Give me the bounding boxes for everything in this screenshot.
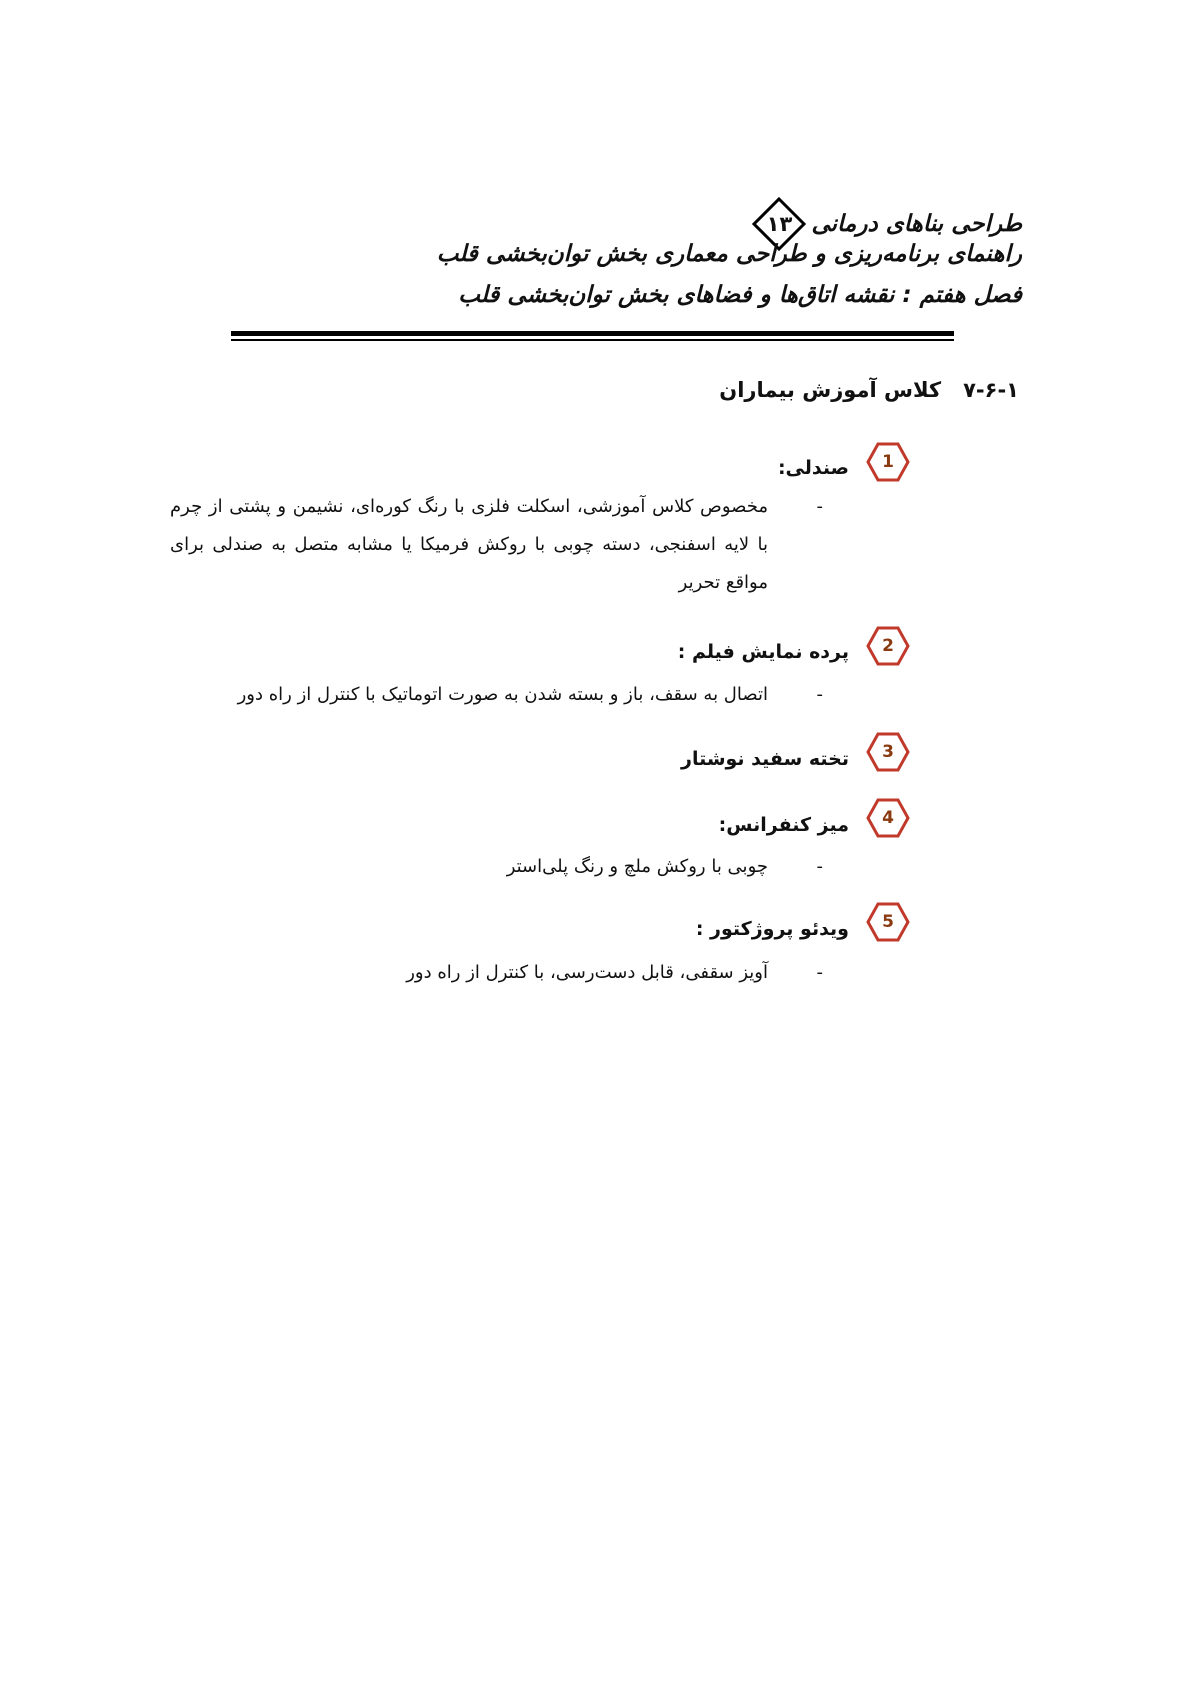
item-badge-1 bbox=[866, 442, 910, 482]
item-badge-5 bbox=[866, 902, 910, 942]
item-number-3: 3 bbox=[882, 742, 894, 762]
bullet-text-1: مخصوص کلاس آموزشی، اسکلت فلزی با رنگ کوره‌ای، نشیمن و پشتی از چرم با لایه اسفنجی، دسته چوبی با روکش فرمیکا یا مشابه متصل به صندلی برای مواقع تحریر bbox=[170, 496, 768, 593]
item-badge-2 bbox=[866, 626, 910, 666]
header-subtitle: راهنمای برنامه‌ریزی و طراحی معماری بخش توان‌بخشی قلب bbox=[436, 241, 1022, 267]
header-rule-thin bbox=[231, 339, 954, 341]
item-badge-4 bbox=[866, 798, 910, 838]
item-number-2: 2 bbox=[882, 636, 894, 656]
bullet-dash-4: - bbox=[816, 856, 823, 877]
item-title-1: صندلی: bbox=[777, 457, 849, 479]
bullet-dash-5: - bbox=[816, 962, 823, 983]
section-number: ۷-۶-۱ bbox=[963, 378, 1019, 402]
section-heading bbox=[719, 378, 1019, 402]
item-title-2: پرده نمایش فیلم : bbox=[677, 641, 849, 663]
item-badge-3 bbox=[866, 732, 910, 772]
bullet-text-5: آویز سقفی، قابل دست‌رسی، با کنترل از راه دور bbox=[406, 962, 768, 983]
series-title: طراحی بناهای درمانی bbox=[811, 210, 1022, 237]
section-title: کلاس آموزش بیماران bbox=[719, 378, 942, 402]
header-chapter: فصل هفتم : نقشه اتاق‌ها و فضاهای بخش توان‌بخشی قلب bbox=[458, 282, 1022, 308]
header-rule-thick bbox=[231, 331, 954, 336]
bullet-text-2: اتصال به سقف، باز و بسته شدن به صورت اتوماتیک با کنترل از راه دور bbox=[237, 684, 768, 705]
item-number-5: 5 bbox=[882, 912, 894, 932]
item-number-4: 4 bbox=[882, 808, 894, 828]
item-title-3: تخته سفید نوشتار bbox=[681, 748, 849, 770]
bullet-dash-2: - bbox=[816, 684, 823, 705]
bullet-text-4: چوبی با روکش ملچ و رنگ پلی‌استر bbox=[506, 856, 768, 877]
item-title-4: میز کنفرانس: bbox=[718, 814, 849, 836]
item-title-5: ویدئو پروژکتور : bbox=[695, 918, 849, 940]
bullet-dash-1: - bbox=[816, 496, 823, 517]
series-number: ۱۳ bbox=[766, 212, 793, 236]
item-number-1: 1 bbox=[882, 452, 894, 472]
